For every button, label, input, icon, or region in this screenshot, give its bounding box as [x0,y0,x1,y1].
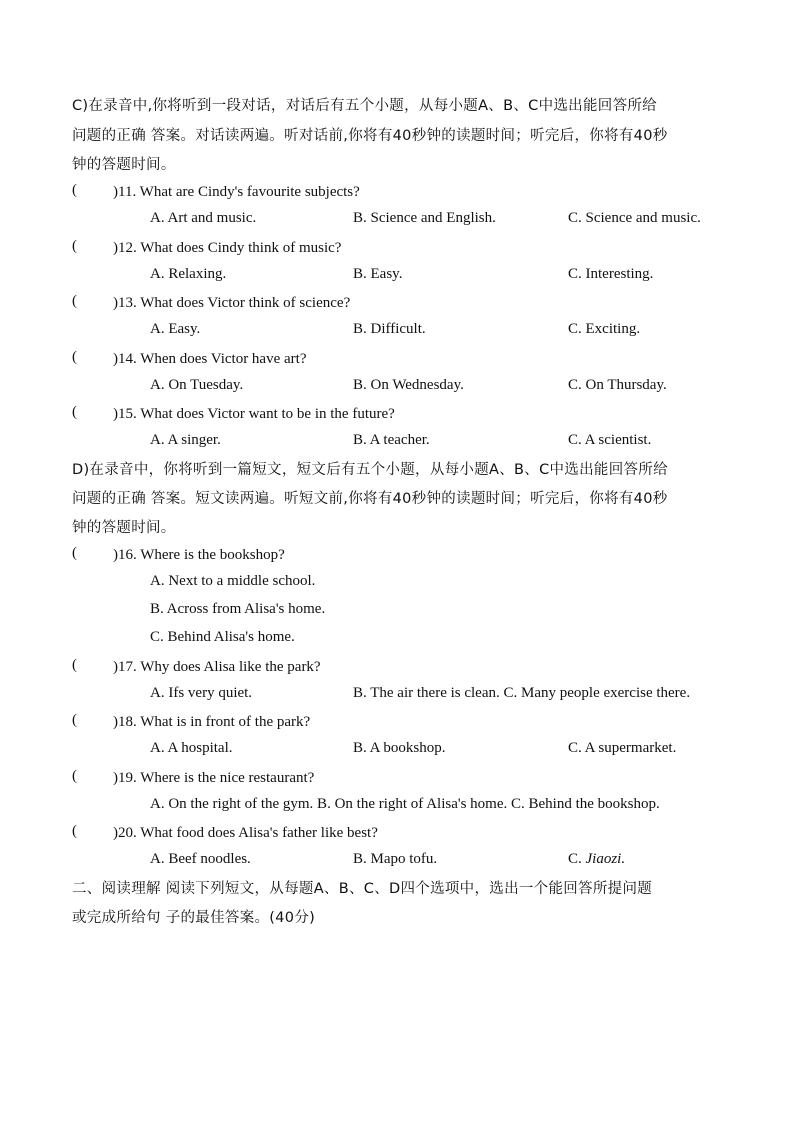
answer-bracket[interactable]: ( [72,238,77,254]
question-19: )19. Where is the nice restaurant? [113,770,315,786]
q18-option-a: A. A hospital. [150,740,233,756]
q18-option-b: B. A bookshop. [353,740,446,756]
q14-option-c: C. On Thursday. [568,377,667,393]
answer-bracket[interactable]: ( [72,349,77,365]
q17-option-a: A. Ifs very quiet. [150,685,253,701]
q16-option-c: C. Behind Alisa's home. [150,629,295,645]
q11-option-c: C. Science and music. [568,210,701,226]
q12-option-a: A. Relaxing. [150,266,227,282]
q16-option-b: B. Across from Alisa's home. [150,601,326,617]
answer-bracket[interactable]: ( [72,823,77,839]
q20-option-c-prefix: C. [568,851,586,867]
q17-options-bc: B. The air there is clean. C. Many people exercise there. [353,685,691,701]
q15-option-c: C. A scientist. [568,432,652,448]
answer-bracket[interactable]: ( [72,768,77,784]
answer-bracket[interactable]: ( [72,712,77,728]
answer-bracket[interactable]: ( [72,657,77,673]
question-14: )14. When does Victor have art? [113,351,307,367]
section-c-line-3: 钟的答题时间。 [72,157,176,173]
question-16: )16. Where is the bookshop? [113,547,285,563]
q20-option-b: B. Mapo tofu. [353,851,438,867]
question-13: )13. What does Victor think of science? [113,295,351,311]
q16-option-a: A. Next to a middle school. [150,573,316,589]
question-17: )17. Why does Alisa like the park? [113,659,321,675]
section-d-line-2: 问题的正确 答案。短文读两遍。听短文前,你将有40秒钟的读题时间；听完后，你将有40秒 [72,491,668,507]
q20-option-a: A. Beef noodles. [150,851,251,867]
answer-bracket[interactable]: ( [72,293,77,309]
section-d-line-3: 钟的答题时间。 [72,520,176,536]
q12-option-b: B. Easy. [353,266,403,282]
answer-bracket[interactable]: ( [72,182,77,198]
q19-options-abc: A. On the right of the gym. B. On the right of Alisa's home. C. Behind the bookshop. [150,796,660,812]
question-11: )11. What are Cindy's favourite subjects? [113,184,360,200]
question-20: )20. What food does Alisa's father like best? [113,825,378,841]
q12-option-c: C. Interesting. [568,266,654,282]
q15-option-a: A. A singer. [150,432,221,448]
question-18: )18. What is in front of the park? [113,714,311,730]
q13-option-c: C. Exciting. [568,321,641,337]
q11-option-b: B. Science and English. [353,210,496,226]
section-c-line-2: 问题的正确 答案。对话读两遍。听对话前,你将有40秒钟的读题时间；听完后，你将有40秒 [72,128,668,144]
answer-bracket[interactable]: ( [72,404,77,420]
q20-option-c-text: Jiaozi. [585,851,626,867]
question-15: )15. What does Victor want to be in the future? [113,406,395,422]
q11-option-a: A. Art and music. [150,210,257,226]
q14-option-b: B. On Wednesday. [353,377,464,393]
q15-option-b: B. A teacher. [353,432,430,448]
part-2-line-2: 或完成所给句 子的最佳答案。(40分) [72,910,316,926]
q13-option-b: B. Difficult. [353,321,426,337]
section-c-line-1: C)在录音中,你将听到一段对话，对话后有五个小题，从每小题A、B、C中选出能回答所给 [72,98,657,114]
part-2-line-1: 二、阅读理解 阅读下列短文，从每题A、B、C、D四个选项中，选出一个能回答所提问题 [72,881,653,897]
answer-bracket[interactable]: ( [72,545,77,561]
q14-option-a: A. On Tuesday. [150,377,244,393]
section-d-line-1: D)在录音中，你将听到一篇短文，短文后有五个小题，从每小题A、B、C中选出能回答所给 [72,462,668,478]
question-12: )12. What does Cindy think of music? [113,240,342,256]
q18-option-c: C. A supermarket. [568,740,677,756]
q20-option-c [568,851,625,868]
q13-option-a: A. Easy. [150,321,201,337]
